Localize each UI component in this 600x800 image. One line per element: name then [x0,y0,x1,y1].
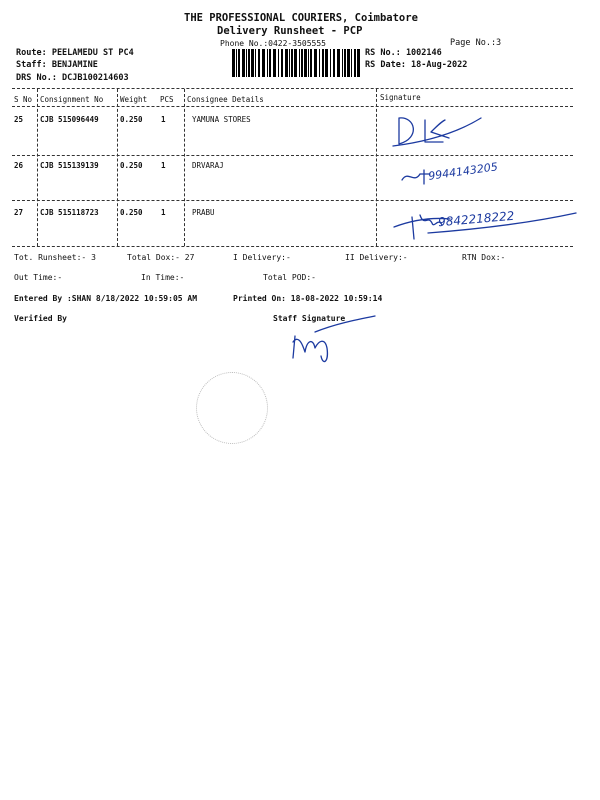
phone-number: Phone No.:0422-3505555 [220,39,326,48]
row-weight: 0.250 [120,115,143,124]
row-consignment: CJB 515118723 [40,208,99,217]
staff-signature [285,312,380,368]
rs-number: RS No.: 1002146 [365,48,442,58]
col-header-consignment: Consignment No [40,95,104,104]
total-pod: Total POD:- [263,273,316,282]
table-header-rule [12,106,573,107]
col-header-sno: S No [14,95,33,104]
row-consignee: PRABU [192,208,215,217]
col-header-weight: Weight [120,95,148,104]
col-header-signature: Signature [380,93,421,102]
drs-number: DRS No.: DCJB100214603 [16,73,129,83]
tot-runsheet: Tot. Runsheet:- 3 [14,253,96,262]
row-weight: 0.250 [120,161,143,170]
col-header-pcs: PCS [160,95,174,104]
page-number: Page No.:3 [450,38,502,48]
col-divider [117,89,118,246]
row-divider [12,200,573,201]
printed-on: Printed On: 18-08-2022 10:59:14 [233,294,383,303]
row-divider [12,155,573,156]
table-top-rule [12,88,573,89]
handwritten-phone-row-27: 9842218222 [437,208,515,230]
staff-signature-label: Staff Signature [273,314,346,323]
col-divider [184,89,185,246]
row-sno: 26 [14,161,24,170]
rtn-dox: RTN Dox:- [462,253,506,262]
i-delivery: I Delivery:- [233,253,291,262]
col-header-consignee: Consignee Details [187,95,264,104]
route: Route: PEELAMEDU ST PC4 [16,48,134,58]
company-name: THE PROFESSIONAL COURIERS, Coimbatore [184,12,418,24]
row-pcs: 1 [161,208,166,217]
ii-delivery: II Delivery:- [345,253,408,262]
entered-by: Entered By :SHAN 8/18/2022 10:59:05 AM [14,294,198,303]
row-consignment: CJB 515139139 [40,161,99,170]
row-pcs: 1 [161,115,166,124]
row-consignment: CJB 515096449 [40,115,99,124]
in-time: In Time:- [141,273,185,282]
staff: Staff: BENJAMINE [16,60,98,70]
handwritten-phone-row-26: 9944143205 [427,160,499,183]
row-sno: 27 [14,208,24,217]
row-pcs: 1 [161,161,166,170]
rs-date: RS Date: 18-Aug-2022 [365,60,468,70]
barcode [232,49,360,77]
out-time: Out Time:- [14,273,63,282]
col-divider [37,89,38,246]
total-dox: Total Dox:- 27 [127,253,195,262]
handwritten-signature-row-25 [385,108,495,152]
document-title: Delivery Runsheet - PCP [217,25,363,37]
row-sno: 25 [14,115,24,124]
row-consignee: YAMUNA STORES [192,115,251,124]
col-divider [376,89,377,246]
table-bottom-rule [12,246,573,247]
faint-stamp [196,372,268,444]
verified-by: Verified By [14,314,67,323]
row-weight: 0.250 [120,208,143,217]
row-consignee: DRVARAJ [192,161,224,170]
